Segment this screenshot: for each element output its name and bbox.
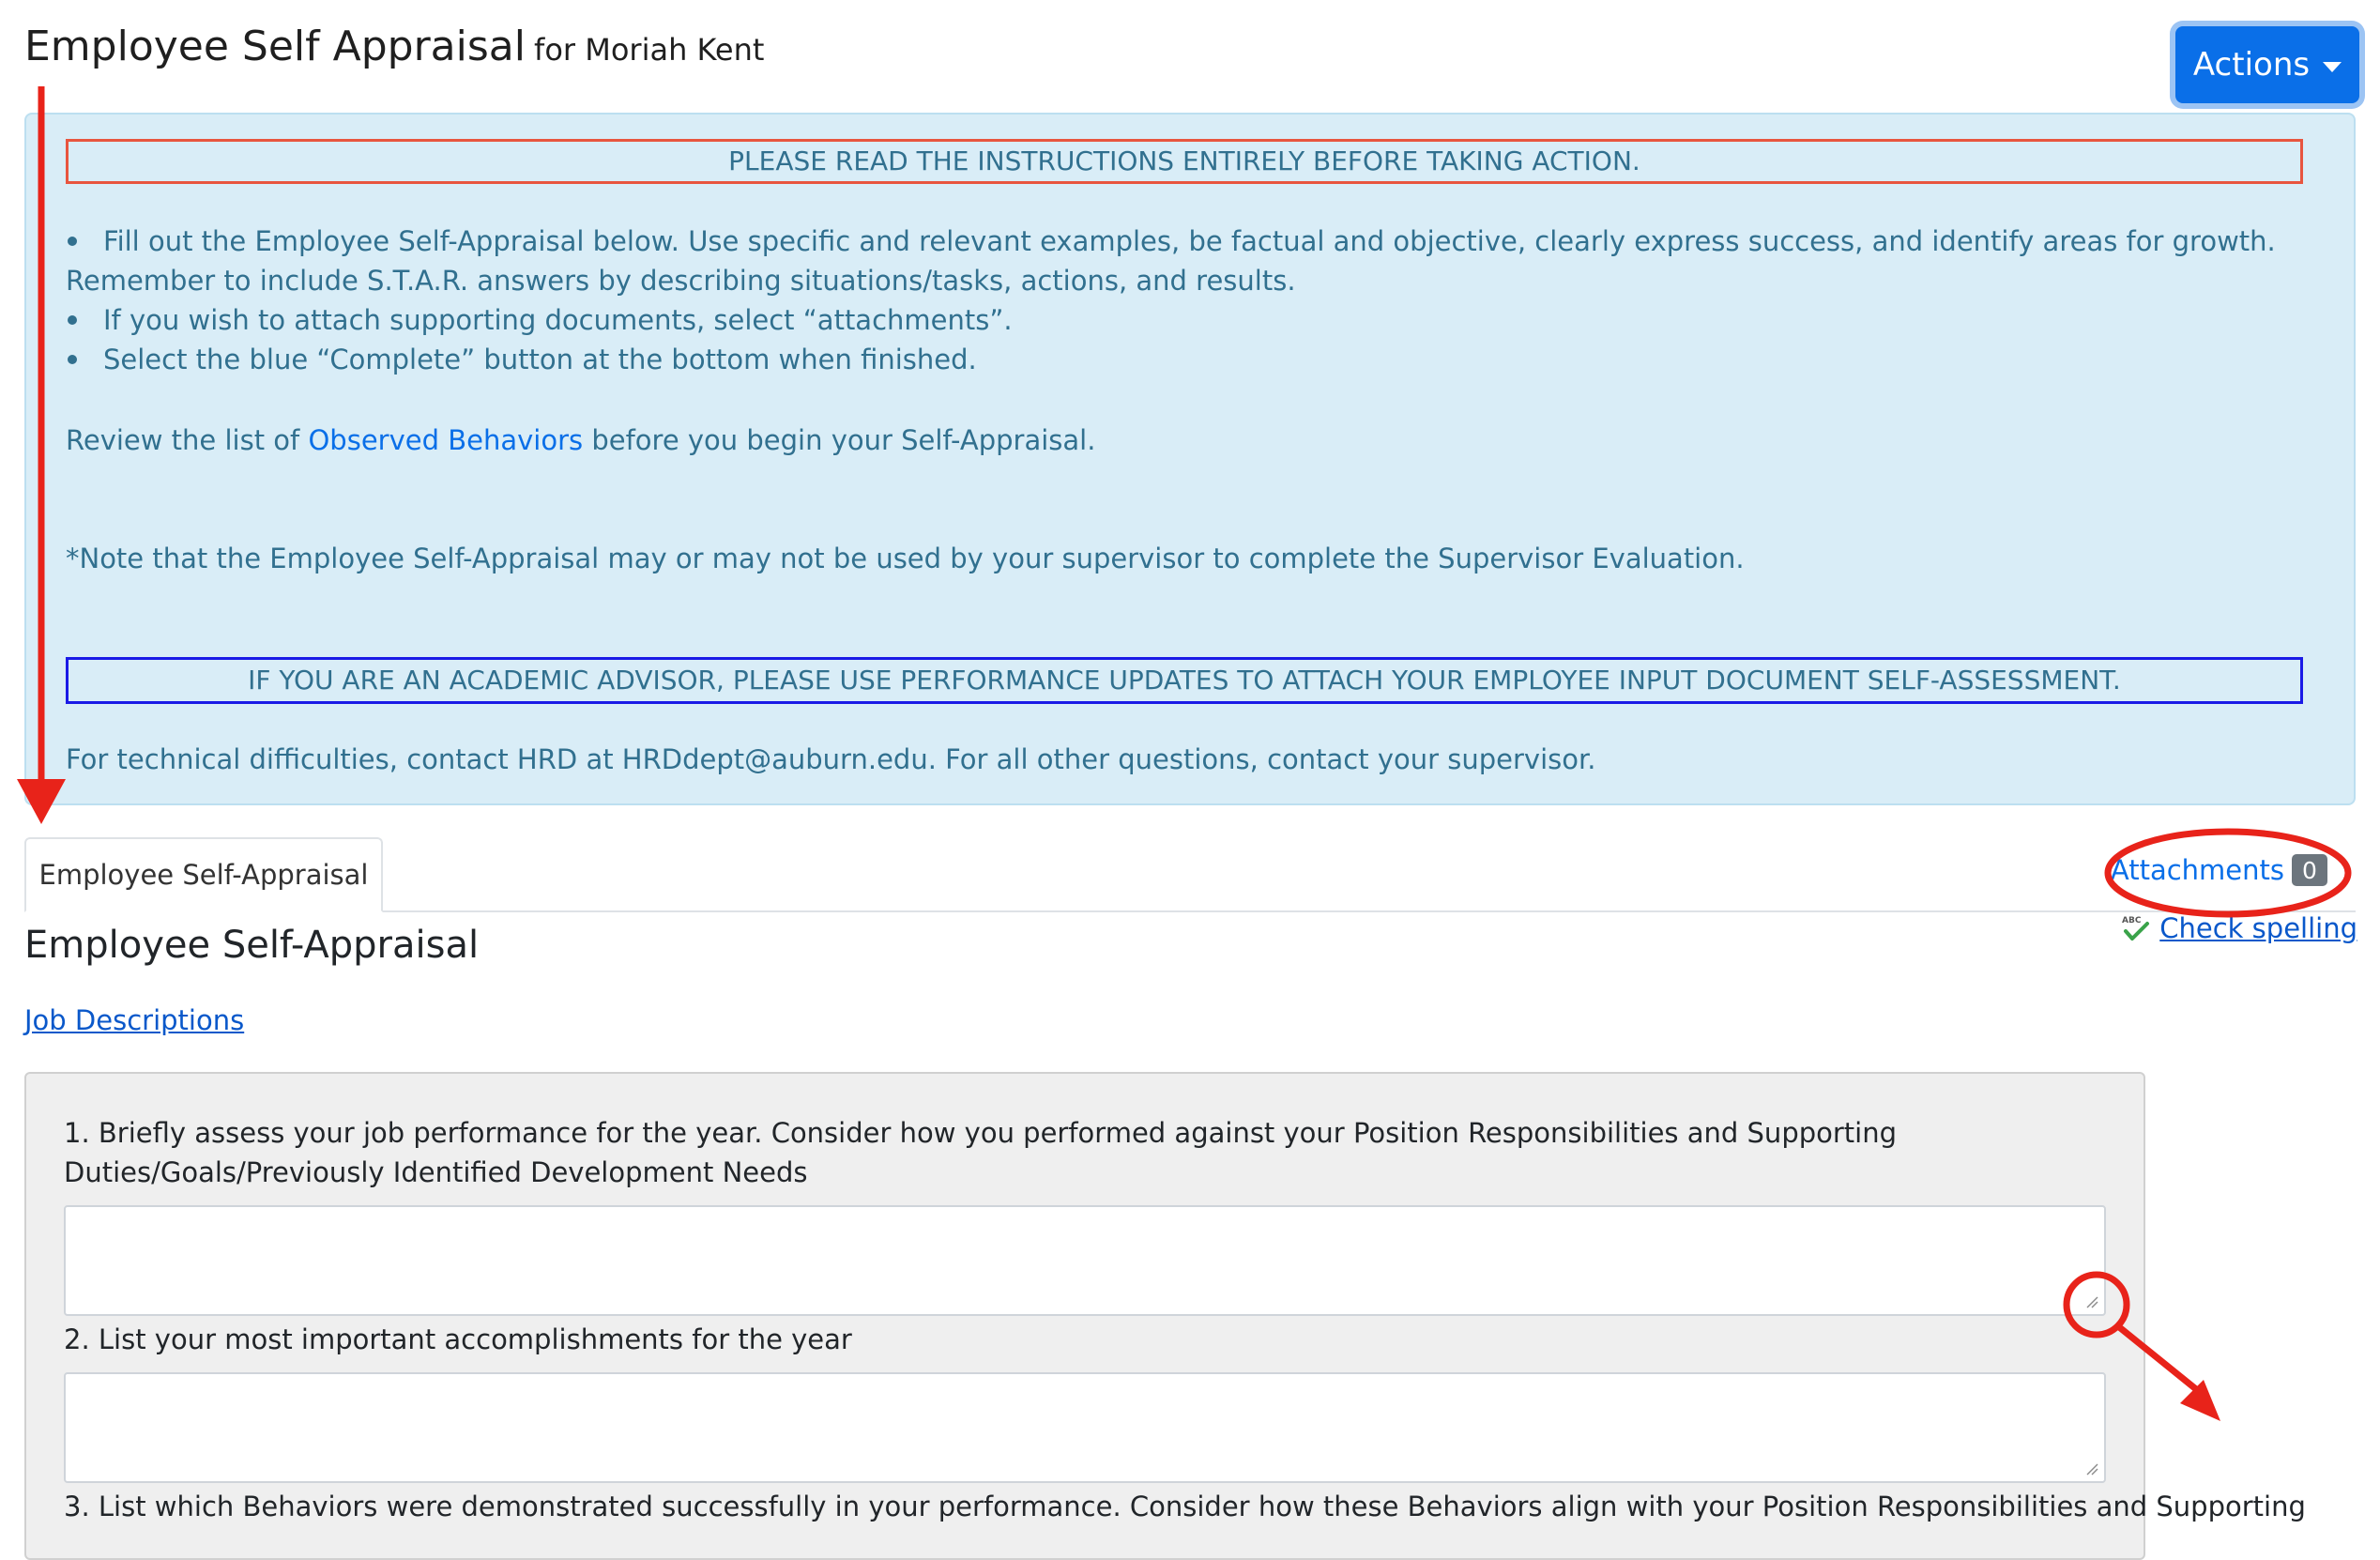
supervisor-note: *Note that the Employee Self-Appraisal may or may not be used by your supervisor to complete the Supervisor Evaluation. xyxy=(66,543,1745,574)
attachments-label: Attachments xyxy=(2110,854,2284,886)
bullet-icon xyxy=(68,237,77,246)
review-behaviors-line: Review the list of Observed Behaviors before you begin your Self-Appraisal. xyxy=(66,424,1096,456)
page-title: Employee Self Appraisal xyxy=(24,23,526,70)
observed-behaviors-link[interactable]: Observed Behaviors xyxy=(308,424,584,456)
contact-info: For technical difficulties, contact HRD at HRDdept@auburn.edu. For all other questions, contact your supervisor. xyxy=(66,743,1596,775)
check-spelling-label: Check spelling xyxy=(2159,912,2357,944)
instructions-panel xyxy=(24,113,2356,805)
caret-down-icon xyxy=(2323,62,2342,72)
page-subtitle: for Moriah Kent xyxy=(534,32,765,68)
actions-label: Actions xyxy=(2192,46,2311,84)
check-spelling-link[interactable] xyxy=(2120,912,2357,944)
advisor-notice: IF YOU ARE AN ACADEMIC ADVISOR, PLEASE USE PERFORMANCE UPDATES TO ATTACH YOUR EMPLOYEE INPUT DOCUMENT SELF-ASSESSMENT. xyxy=(66,657,2303,704)
instruction-item: Select the blue “Complete” button at the bottom when finished. xyxy=(66,340,2318,379)
question-2-label: 2. List your most important accomplishments for the year xyxy=(64,1323,852,1355)
question-1-answer-field[interactable] xyxy=(64,1205,2106,1316)
question-2-answer-field[interactable] xyxy=(64,1372,2106,1483)
instructions-warning: PLEASE READ THE INSTRUCTIONS ENTIRELY BEFORE TAKING ACTION. xyxy=(66,139,2303,184)
instruction-item: Fill out the Employee Self-Appraisal below. Use specific and relevant examples, be factual and objective, clearly express success, and identify areas for growth. Remember to include S.T.A.R. answers by describing situations/tasks, actions, and results. xyxy=(66,225,2276,297)
instruction-item: If you wish to attach supporting documents, select “attachments”. xyxy=(66,300,2318,340)
job-descriptions-link[interactable]: Job Descriptions xyxy=(24,1004,245,1036)
question-1-label: 1. Briefly assess your job performance for the year. Consider how you performed against your Position Responsibilities and Supporting Duties/Goals/Previously Identified Development Needs xyxy=(64,1117,1898,1188)
attachments-count-badge: 0 xyxy=(2292,854,2327,886)
resize-handle-icon[interactable] xyxy=(2085,1462,2098,1476)
page-header xyxy=(24,23,764,70)
spellcheck-icon xyxy=(2120,912,2152,944)
resize-handle-icon[interactable] xyxy=(2085,1295,2098,1308)
attachments-button[interactable] xyxy=(2111,854,2327,886)
instructions-list xyxy=(66,222,2318,379)
svg-text:ABC: ABC xyxy=(2122,916,2142,925)
tab-employee-self-appraisal[interactable]: Employee Self-Appraisal xyxy=(24,837,383,912)
bullet-icon xyxy=(68,315,77,325)
section-title: Employee Self-Appraisal xyxy=(24,924,480,967)
actions-dropdown-button[interactable] xyxy=(2175,26,2359,103)
questions-card xyxy=(24,1072,2306,1560)
question-3-label: 3. List which Behaviors were demonstrated successfully in your performance. Consider how these Behaviors align with your Position Responsibilities and Supporting xyxy=(64,1491,2306,1522)
bullet-icon xyxy=(68,355,77,364)
